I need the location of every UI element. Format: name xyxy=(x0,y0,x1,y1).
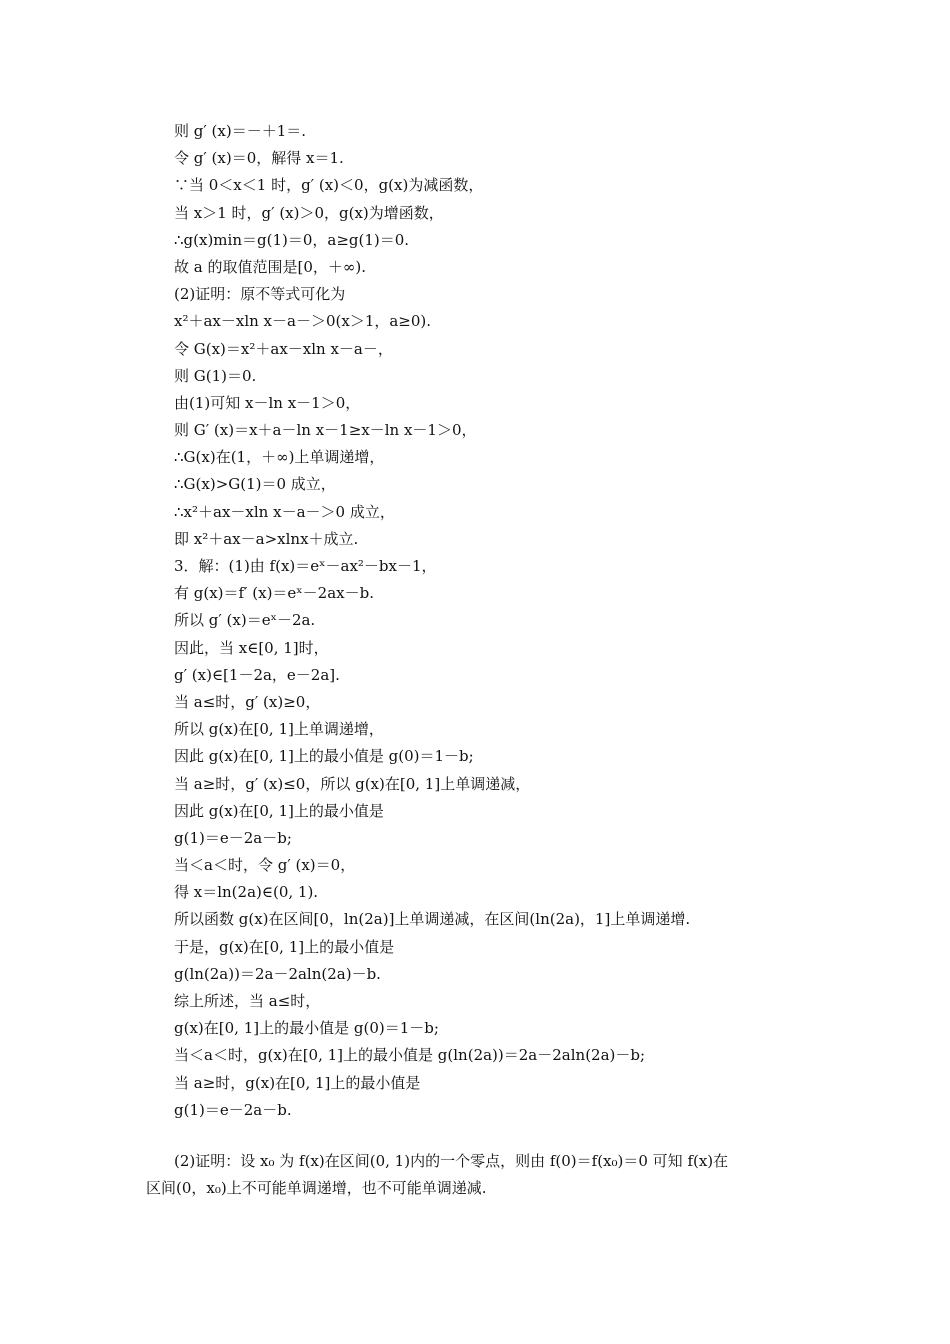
text-line: 当 a≥时，g′ (x)≤0，所以 g(x)在[0, 1]上单调递减， xyxy=(174,774,531,793)
text-line: 所以 g′ (x)＝eˣ－2a. xyxy=(174,611,316,630)
text-line: 令 g′ (x)＝0，解得 x＝1. xyxy=(174,149,344,168)
solution-lines xyxy=(174,118,834,1124)
text-line: g(x)在[0, 1]上的最小值是 g(0)＝1－b; xyxy=(174,1019,439,1038)
text-line: 当 a≤时，g′ (x)≥0， xyxy=(174,692,321,711)
text-line: g(1)＝e－2a－b; xyxy=(174,828,292,847)
text-line: 则 g′ (x)＝－＋1＝. xyxy=(174,122,307,140)
text-line: 当＜a＜时，令 g′ (x)＝0， xyxy=(174,856,356,875)
text-line: 则 G′ (x)＝x＋a－ln x－1≥x－ln x－1＞0， xyxy=(174,421,477,440)
text-line: 因此 g(x)在[0, 1]上的最小值是 xyxy=(174,801,384,820)
text-line: 有 g(x)＝f′ (x)＝eˣ－2ax－b. xyxy=(174,584,374,603)
text-line: 由(1)可知 x－ln x－1＞0， xyxy=(174,393,361,412)
text-line: g(ln(2a))＝2a－2aln(2a)－b. xyxy=(174,964,381,983)
text-line: (2)证明：原不等式可化为 xyxy=(174,285,346,304)
text-line: 所以 g(x)在[0, 1]上单调递增， xyxy=(174,720,384,739)
text-line: 于是，g(x)在[0, 1]上的最小值是 xyxy=(174,937,395,956)
text-line: ∴x²＋ax－xln x－a－＞0 成立， xyxy=(174,502,395,521)
text-line: 令 G(x)＝x²＋ax－xln x－a－， xyxy=(174,339,393,358)
text-line: ∴G(x)>G(1)＝0 成立， xyxy=(174,475,336,494)
text-line: ∵当 0＜x＜1 时，g′ (x)＜0，g(x)为减函数， xyxy=(174,176,484,195)
text-line: 当＜a＜时，g(x)在[0, 1]上的最小值是 g(ln(2a))＝2a－2aln(2a)－b; xyxy=(174,1046,646,1065)
text-line: 因此 g(x)在[0, 1]上的最小值是 g(0)＝1－b; xyxy=(174,747,474,766)
closing-paragraph xyxy=(146,1148,811,1202)
text-line: ∴g(x)min＝g(1)＝0，a≥g(1)＝0. xyxy=(174,230,410,249)
text-line: 综上所述，当 a≤时， xyxy=(174,992,321,1010)
text-line: 即 x²＋ax－a>xlnx＋成立. xyxy=(174,529,359,548)
text-line: 故 a 的取值范围是[0，＋∞). xyxy=(174,257,366,276)
text-line: ∴G(x)在(1，＋∞)上单调递增， xyxy=(174,448,385,467)
text-line: 当 a≥时，g(x)在[0, 1]上的最小值是 xyxy=(174,1073,421,1092)
text-line: g′ (x)∈[1－2a，e－2a]. xyxy=(174,665,340,684)
text-line: 所以函数 g(x)在区间[0，ln(2a)]上单调递减，在区间(ln(2a)，1]上单调递增. xyxy=(174,910,691,929)
paragraph-line: 区间(0，x₀)上不可能单调递增，也不可能单调递减. xyxy=(146,1179,487,1198)
text-line: g(1)＝e－2a－b. xyxy=(174,1100,292,1119)
paragraph-line: (2)证明：设 x₀ 为 f(x)在区间(0, 1)内的一个零点，则由 f(0)＝f(x₀)＝0 可知 f(x)在 xyxy=(174,1152,729,1170)
text-line: 得 x＝ln(2a)∈(0, 1). xyxy=(174,883,319,902)
text-line: 则 G(1)＝0. xyxy=(174,366,257,385)
text-line: x²＋ax－xln x－a－＞0(x＞1，a≥0). xyxy=(174,312,432,331)
text-line: 3．解：(1)由 f(x)＝eˣ－ax²－bx－1， xyxy=(174,557,437,575)
text-line: 因此，当 x∈[0, 1]时， xyxy=(174,638,329,657)
text-line: 当 x＞1 时，g′ (x)＞0，g(x)为增函数， xyxy=(174,203,444,222)
